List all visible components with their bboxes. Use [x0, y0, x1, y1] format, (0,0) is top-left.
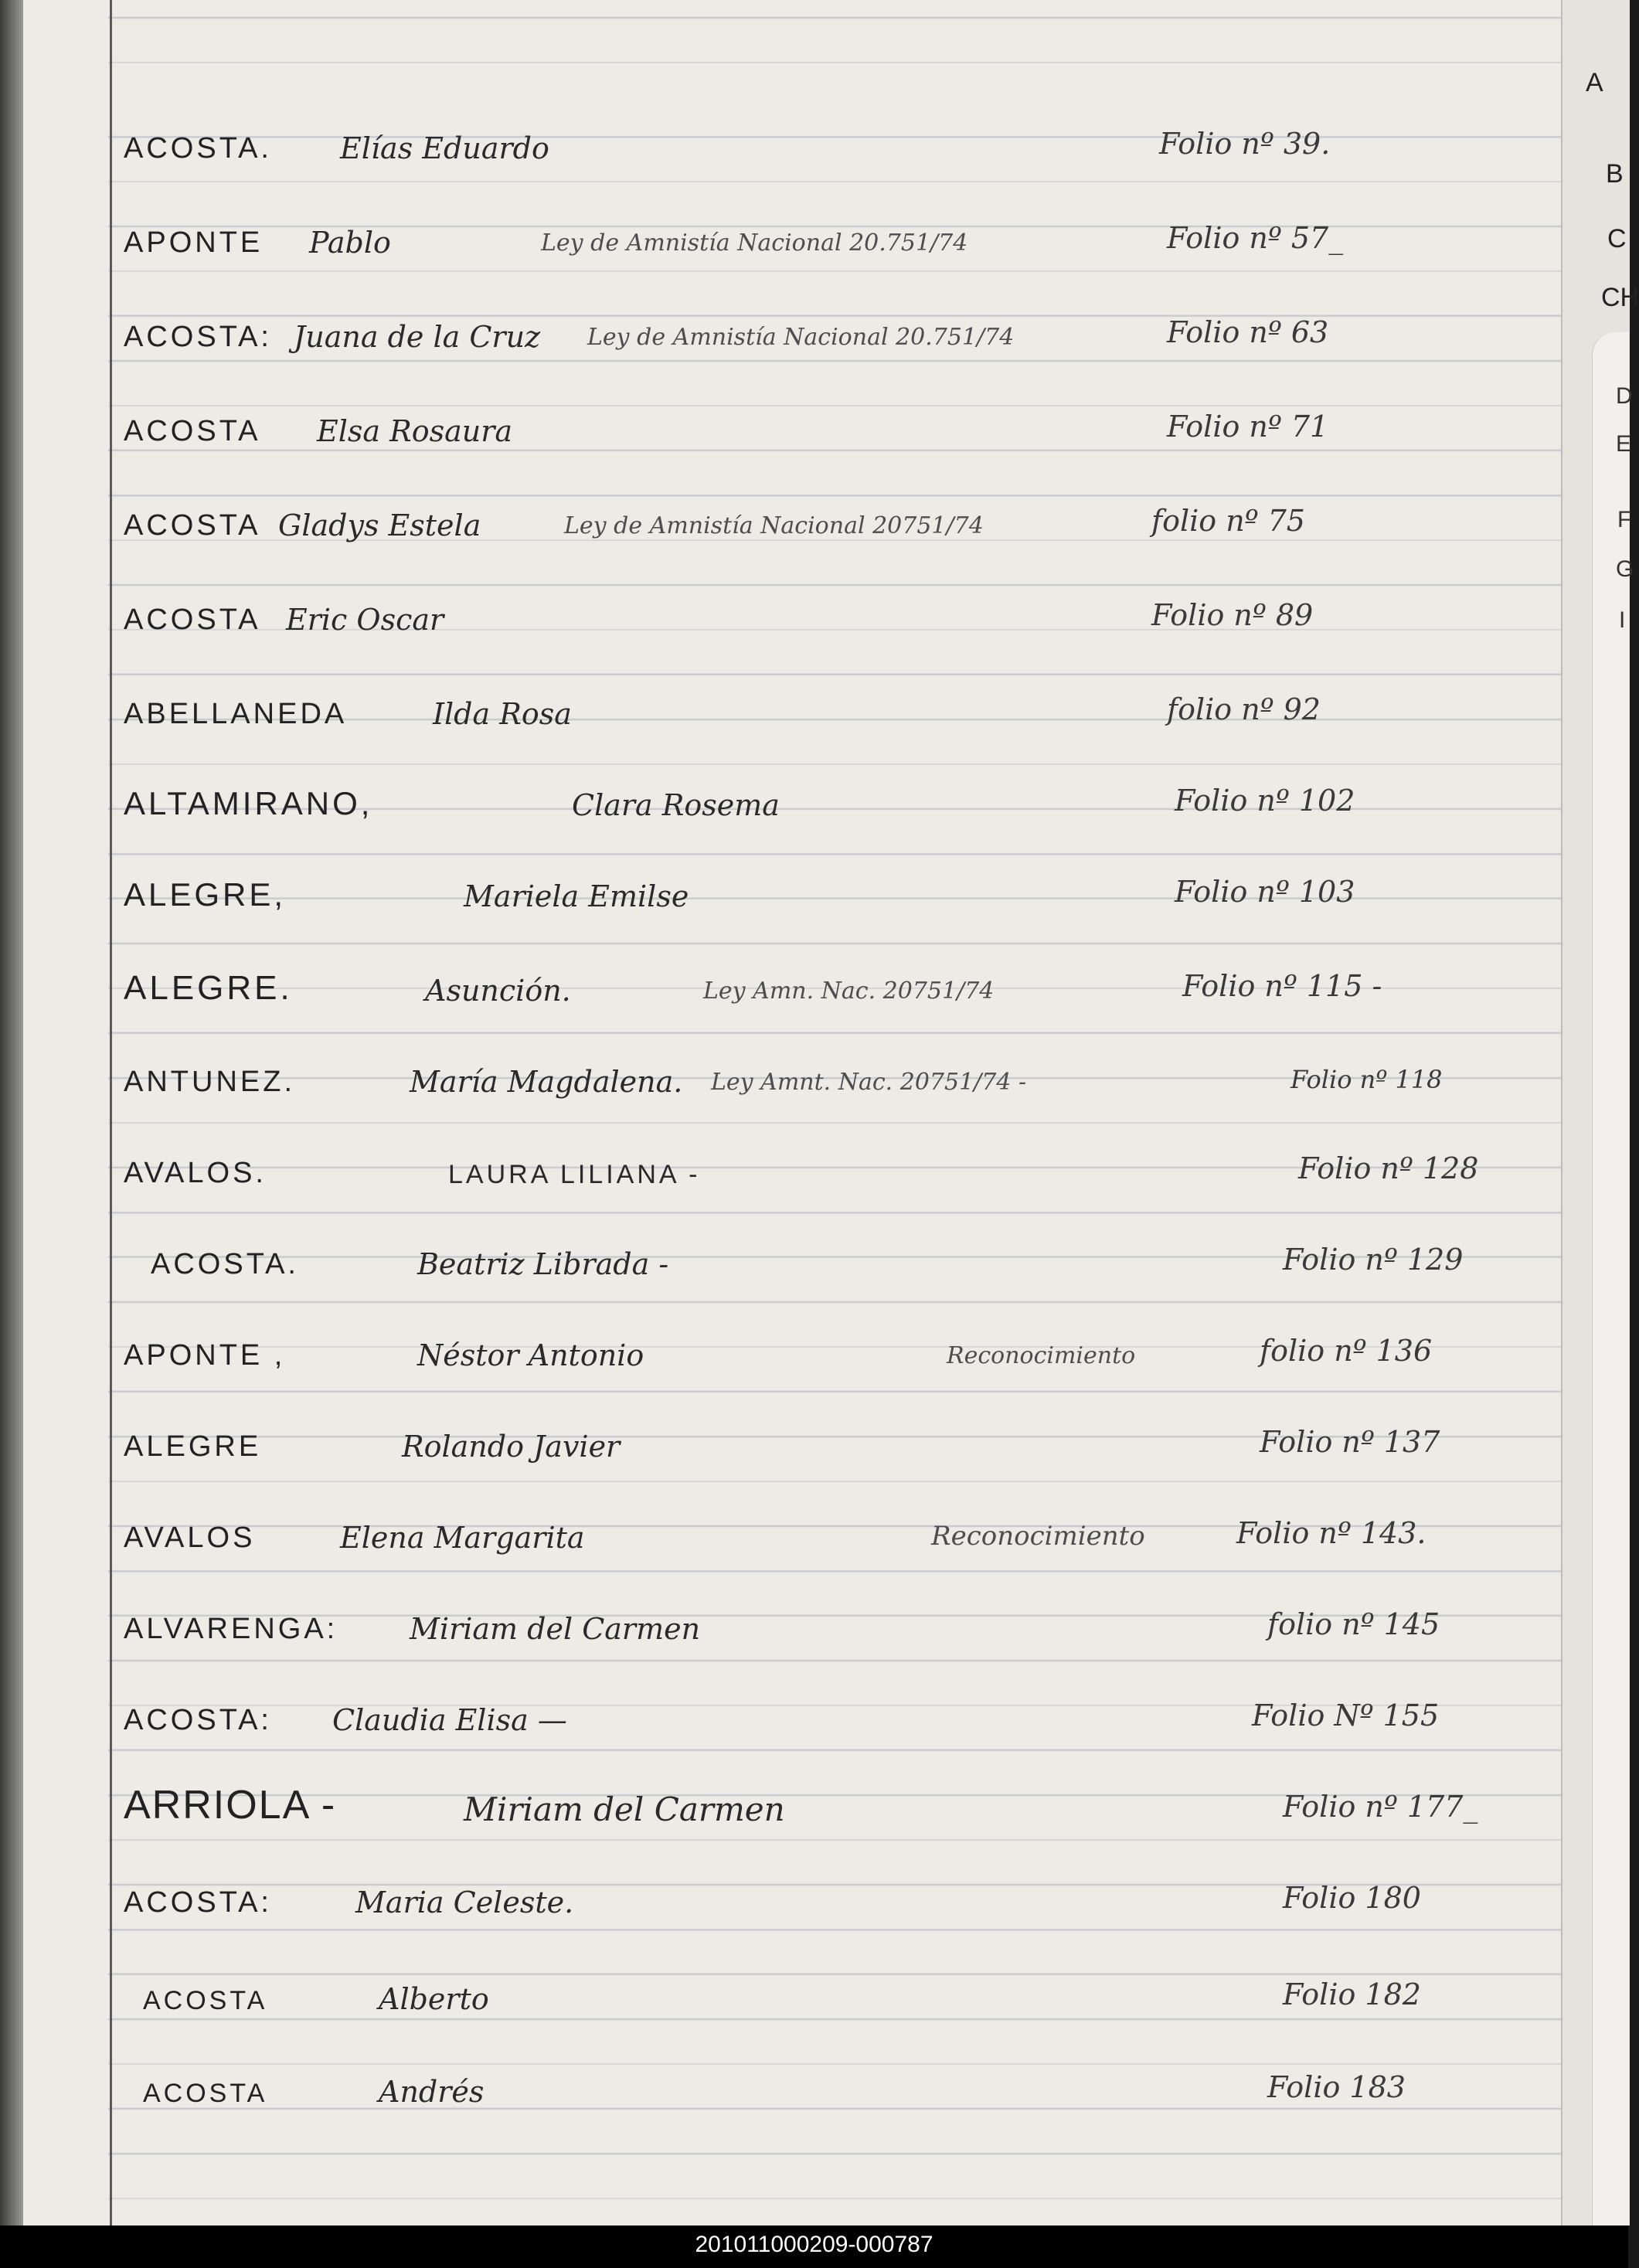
list-item [124, 1878, 1553, 1924]
margin-rule [110, 0, 112, 2225]
entry-note: Ley Amn. Nac. 20751/74 [703, 978, 995, 1005]
index-tab-b[interactable]: B [1606, 159, 1624, 189]
entry-surname: ACOSTA. [151, 1248, 299, 1280]
index-tab-i[interactable]: I [1619, 607, 1626, 633]
entry-folio: Folio 183 [1267, 2070, 1406, 2104]
entry-given-name: Beatriz Librada - [417, 1247, 669, 1281]
list-item [124, 1783, 1553, 1833]
list-item [124, 780, 1553, 827]
entry-surname: ALEGRE. [124, 969, 293, 1007]
entry-surname: AVALOS. [124, 1157, 267, 1189]
entry-given-name: Asunción. [425, 974, 571, 1008]
entry-given-name: Rolando Javier [402, 1430, 621, 1464]
list-item [124, 1331, 1553, 1377]
entry-note: Ley de Amnistía Nacional 20.751/74 [587, 324, 1015, 351]
entry-folio: folio nº 92 [1167, 692, 1321, 726]
entry-surname: ACOSTA [143, 2079, 268, 2108]
entry-given-name: Clara Rosema [572, 788, 780, 822]
entry-given-name: Juana de la Cruz [294, 320, 541, 354]
index-tab-sheet [1592, 332, 1634, 2225]
list-item [124, 218, 1553, 264]
entry-folio: Folio nº 57_ [1167, 221, 1344, 255]
entry-surname: APONTE [124, 226, 264, 259]
entry-given-name: Eric Oscar [286, 603, 444, 637]
list-item [124, 1604, 1553, 1651]
document-id: 201011000209-000787 [695, 2232, 933, 2257]
entry-folio: Folio nº 177_ [1283, 1790, 1478, 1824]
entry-surname: ACOSTA [124, 415, 261, 447]
entry-given-name: Elsa Rosaura [317, 414, 513, 448]
entry-given-name: Elena Margarita [340, 1521, 585, 1555]
entry-given-name: Claudia Elisa — [332, 1703, 567, 1737]
entry-folio: Folio nº 143. [1236, 1516, 1426, 1550]
entry-folio: folio nº 145 [1267, 1607, 1440, 1641]
list-item [124, 1239, 1553, 1286]
entry-surname: ARRIOLA - [124, 1783, 337, 1828]
list-item [124, 966, 1553, 1012]
entry-folio: folio nº 136 [1260, 1334, 1433, 1368]
entry-given-name: Miriam del Carmen [464, 1790, 785, 1828]
list-item [124, 1148, 1553, 1195]
entry-folio: Folio nº 39. [1159, 127, 1331, 161]
index-tab-a[interactable]: A [1586, 68, 1603, 97]
entry-surname: ACOSTA: [124, 1886, 272, 1919]
entry-folio: Folio nº 115 - [1182, 969, 1382, 1003]
entry-folio: Folio nº 63 [1167, 315, 1329, 349]
entry-surname: AVALOS [124, 1522, 256, 1554]
list-item [124, 1422, 1553, 1468]
scan-footer [0, 2225, 1628, 2268]
entry-surname: ALEGRE [124, 1430, 262, 1463]
entry-given-name: Gladys Estela [278, 508, 481, 542]
entry-surname: ALEGRE, [124, 876, 287, 913]
entry-surname: ACOSTA [143, 1986, 268, 2015]
list-item [124, 1057, 1553, 1103]
entry-surname: ACOSTA. [124, 132, 272, 165]
entry-note: Reconocimiento [947, 1342, 1136, 1369]
entry-note: Reconocimiento [931, 1521, 1145, 1552]
entry-given-name: Mariela Emilse [464, 879, 689, 913]
list-item [124, 2067, 1553, 2113]
entry-given-name: Miriam del Carmen [410, 1612, 701, 1646]
entry-surname: ANTUNEZ. [124, 1066, 295, 1098]
entry-folio: Folio nº 102 [1175, 784, 1355, 818]
index-tab-e[interactable]: E [1616, 431, 1632, 457]
ledger-page [23, 0, 1561, 2225]
entry-given-name: Elías Eduardo [340, 131, 549, 165]
index-tab-d[interactable]: D [1616, 383, 1633, 409]
entry-surname: APONTE , [124, 1339, 286, 1372]
entry-folio: Folio 182 [1283, 1977, 1421, 2011]
entry-surname: ACOSTA: [124, 1704, 272, 1736]
list-item [124, 595, 1553, 641]
list-item [124, 124, 1553, 170]
entry-folio: Folio Nº 155 [1252, 1698, 1440, 1732]
entry-folio: Folio nº 89 [1151, 598, 1314, 632]
entry-surname: ABELLANEDA [124, 698, 348, 730]
entry-folio: Folio nº 129 [1283, 1243, 1464, 1277]
entry-note: Ley de Amnistía Nacional 20.751/74 [541, 230, 968, 257]
entry-given-name: Maria Celeste. [355, 1885, 574, 1919]
entry-folio: Folio nº 118 [1290, 1065, 1443, 1094]
list-item [124, 689, 1553, 736]
entry-given-name: Ilda Rosa [433, 697, 572, 731]
entry-given-name: María Magdalena. [410, 1065, 683, 1099]
entry-surname: ACOSTA [124, 509, 261, 542]
list-item [124, 1695, 1553, 1742]
entry-given-name: Néstor Antonio [417, 1338, 644, 1372]
list-item [124, 1513, 1553, 1559]
book-binding-edge [0, 0, 23, 2225]
list-item [124, 872, 1553, 918]
entry-given-name: LAURA LILIANA - [448, 1160, 701, 1189]
list-item [124, 501, 1553, 547]
entry-folio: Folio 180 [1283, 1881, 1421, 1915]
entry-surname: ACOSTA [124, 604, 261, 636]
entry-folio: folio nº 75 [1151, 504, 1305, 538]
entry-surname: ALVARENGA: [124, 1613, 338, 1645]
index-tab-g[interactable]: G [1616, 556, 1634, 582]
index-tab-ch[interactable]: CH [1601, 283, 1639, 312]
entry-given-name: Pablo [309, 226, 391, 260]
entry-surname: ACOSTA: [124, 321, 272, 353]
entry-folio: Folio nº 128 [1298, 1151, 1479, 1185]
list-item [124, 406, 1553, 453]
list-item [124, 312, 1553, 359]
entry-note: Ley Amnt. Nac. 20751/74 - [711, 1069, 1027, 1096]
entry-note: Ley de Amnistía Nacional 20751/74 [564, 512, 984, 539]
entry-given-name: Andrés [379, 2075, 485, 2109]
entry-given-name: Alberto [379, 1982, 489, 2016]
list-item [124, 1974, 1553, 2021]
index-tab-c[interactable]: C [1607, 224, 1627, 253]
entry-folio: Folio nº 137 [1260, 1425, 1440, 1459]
entry-folio: Folio nº 71 [1167, 410, 1329, 444]
entry-folio: Folio nº 103 [1175, 875, 1355, 909]
index-tab-f[interactable]: F [1617, 507, 1632, 532]
entry-surname: ALTAMIRANO, [124, 785, 373, 821]
